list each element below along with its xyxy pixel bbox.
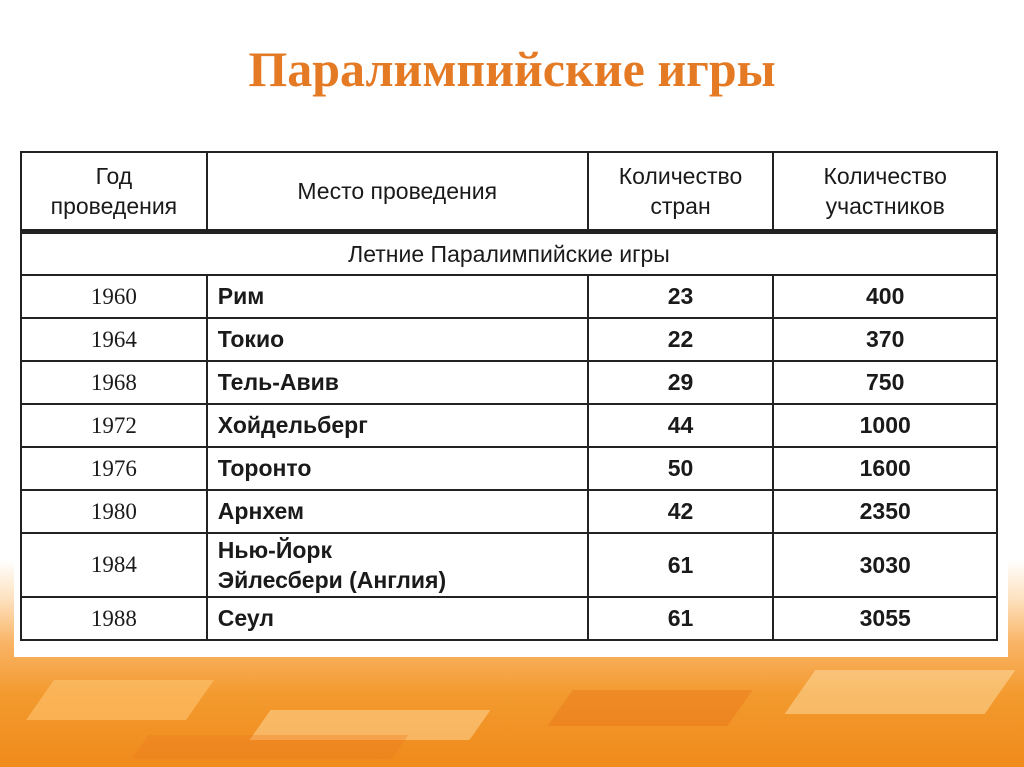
decorative-streak xyxy=(547,690,752,726)
cell-countries: 29 xyxy=(588,361,774,404)
decorative-streak xyxy=(132,735,409,759)
cell-year: 1988 xyxy=(21,597,207,640)
cell-participants: 370 xyxy=(773,318,997,361)
place-line: Торонто xyxy=(217,455,312,481)
cell-countries: 61 xyxy=(588,597,774,640)
place-line: Хойдельберг xyxy=(217,412,368,438)
header-participants-line: участников xyxy=(825,193,945,219)
cell-countries: 61 xyxy=(588,533,774,597)
place-line: Нью-Йорк xyxy=(217,537,332,563)
place-line: Тель-Авив xyxy=(217,369,339,395)
cell-participants: 1000 xyxy=(773,404,997,447)
header-year xyxy=(21,152,207,232)
header-countries-line: Количество xyxy=(618,163,743,189)
place-line: Эйлесбери (Англия) xyxy=(217,567,447,593)
paralympics-table xyxy=(20,151,998,641)
section-title: Летние Паралимпийские игры xyxy=(21,232,997,276)
cell-participants: 400 xyxy=(773,275,997,318)
cell-place xyxy=(207,597,588,640)
cell-place xyxy=(207,275,588,318)
cell-year: 1968 xyxy=(21,361,207,404)
cell-year: 1972 xyxy=(21,404,207,447)
table-row xyxy=(21,447,997,490)
decorative-streak xyxy=(785,670,1016,714)
cell-participants: 3030 xyxy=(773,533,997,597)
place-line: Токио xyxy=(217,326,285,352)
header-countries xyxy=(588,152,774,232)
cell-year: 1964 xyxy=(21,318,207,361)
cell-year: 1980 xyxy=(21,490,207,533)
decorative-streak xyxy=(26,680,214,720)
table-row xyxy=(21,275,997,318)
cell-place xyxy=(207,533,588,597)
cell-year: 1984 xyxy=(21,533,207,597)
header-place: Место проведения xyxy=(207,152,588,232)
header-participants xyxy=(773,152,997,232)
slide-title: Паралимпийские игры xyxy=(248,41,776,97)
table-row xyxy=(21,404,997,447)
cell-place xyxy=(207,361,588,404)
place-line: Сеул xyxy=(217,605,274,631)
cell-participants: 1600 xyxy=(773,447,997,490)
cell-countries: 23 xyxy=(588,275,774,318)
header-year-line: проведения xyxy=(50,193,178,219)
table-row xyxy=(21,533,997,597)
cell-countries: 22 xyxy=(588,318,774,361)
cell-countries: 50 xyxy=(588,447,774,490)
header-participants-line: Количество xyxy=(823,163,947,189)
cell-participants: 750 xyxy=(773,361,997,404)
cell-place xyxy=(207,490,588,533)
cell-year: 1960 xyxy=(21,275,207,318)
table-row xyxy=(21,490,997,533)
place-line: Рим xyxy=(217,283,265,309)
place-line: Арнхем xyxy=(217,498,305,524)
table-row xyxy=(21,318,997,361)
table-row xyxy=(21,361,997,404)
header-year-line: Год xyxy=(95,163,133,189)
table-header-row xyxy=(21,152,997,232)
cell-participants: 3055 xyxy=(773,597,997,640)
section-row xyxy=(21,232,997,276)
table-row xyxy=(21,597,997,640)
cell-year: 1976 xyxy=(21,447,207,490)
cell-place xyxy=(207,404,588,447)
cell-participants: 2350 xyxy=(773,490,997,533)
cell-place xyxy=(207,318,588,361)
cell-place xyxy=(207,447,588,490)
cell-countries: 44 xyxy=(588,404,774,447)
cell-countries: 42 xyxy=(588,490,774,533)
header-countries-line: стран xyxy=(650,193,711,219)
